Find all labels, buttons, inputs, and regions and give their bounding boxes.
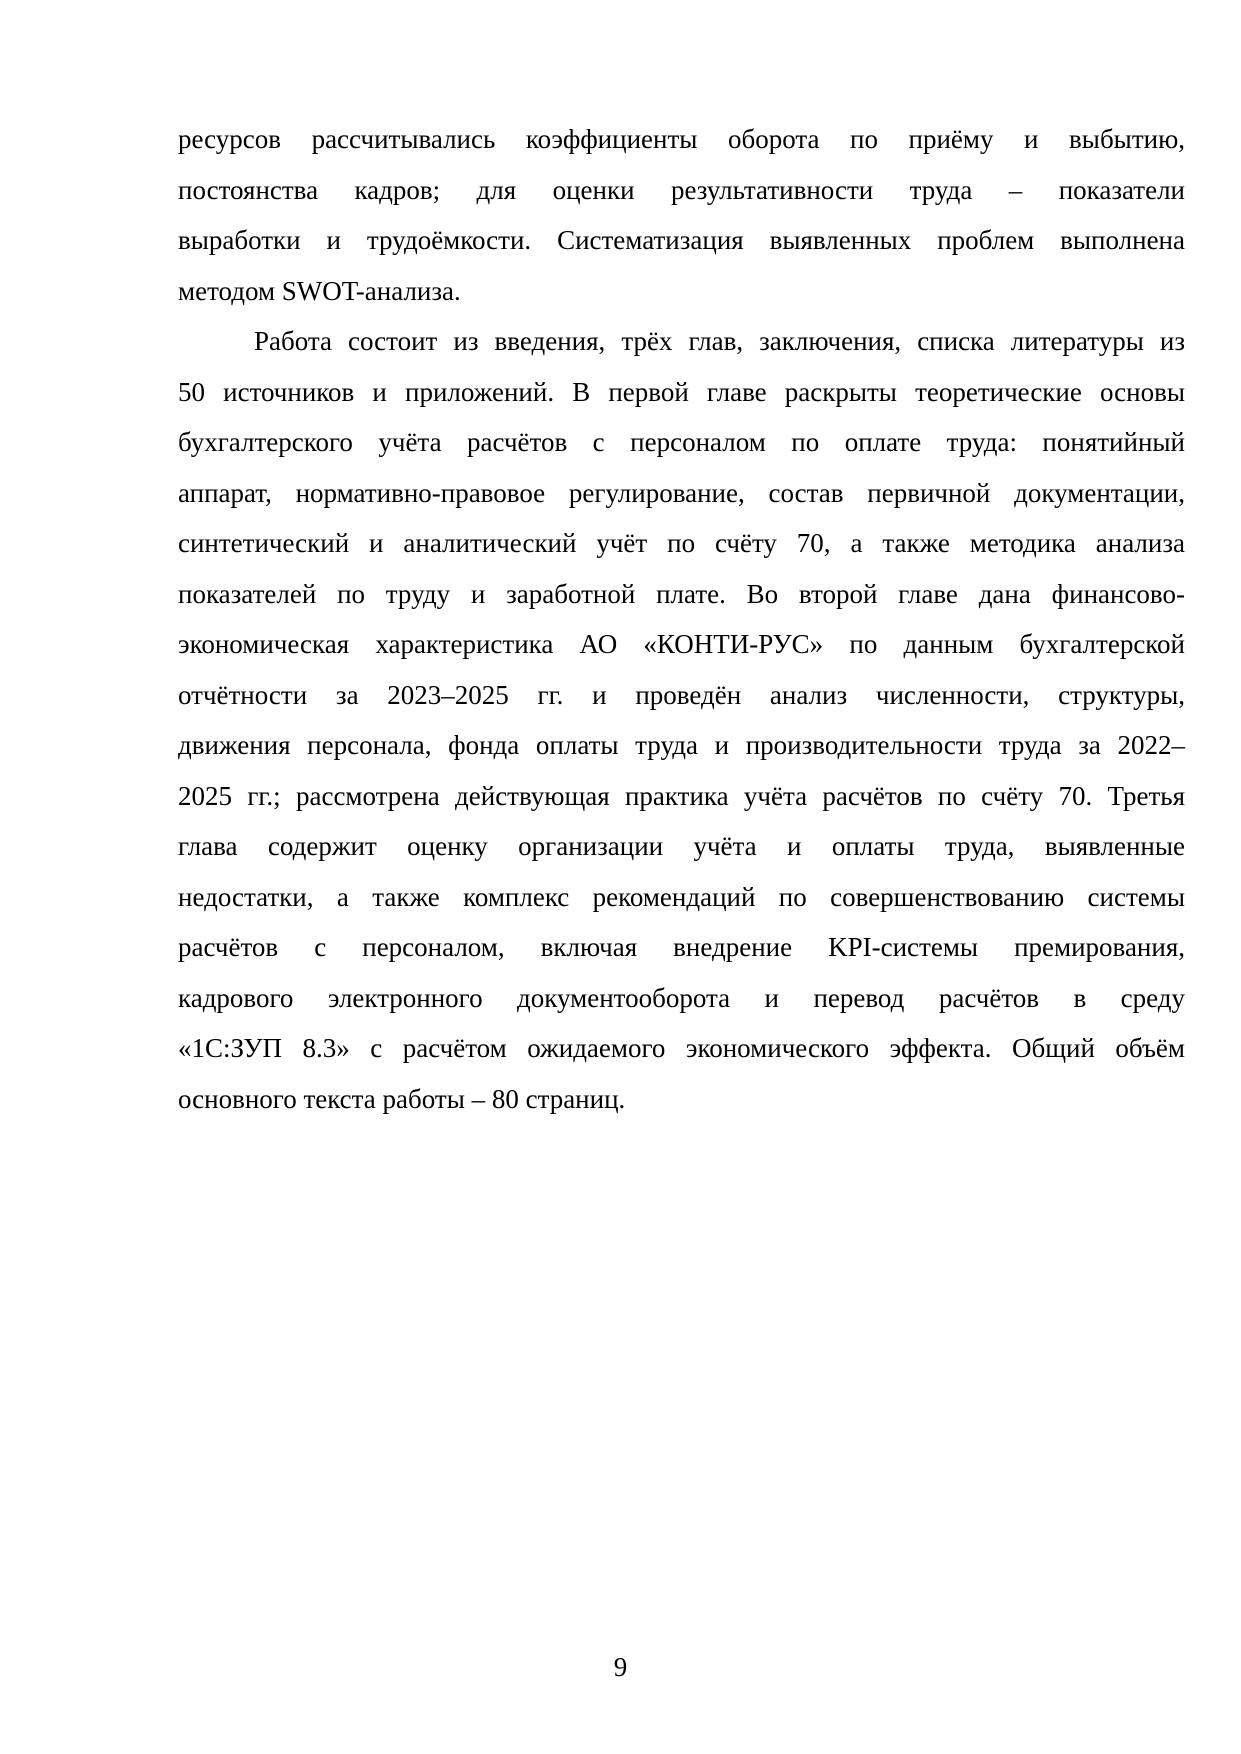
paragraph-methods-end [178,114,1185,316]
text-line: отчётности за 2023–2025 гг. и проведён анализ численности, структуры, [178,679,1185,710]
text-line: недостатки, а также комплекс рекомендаций по совершенствованию системы [178,881,1185,912]
text-line: «1С:ЗУП 8.3» с расчётом ожидаемого экономического эффекта. Общий объём [178,1033,1185,1063]
text-line: 50 источников и приложений. В первой главе раскрыты теоретические основы [178,376,1185,407]
text-line: 2025 гг.; рассмотрена действующая практика учёта расчётов по счёту 70. Третья [178,780,1185,811]
page-number: 9 [613,1652,628,1682]
text-line: расчётов с персоналом, включая внедрение KPI-системы премирования, [178,932,1185,962]
text-line: бухгалтерского учёта расчётов с персоналом по оплате труда: понятийный [178,427,1185,457]
body-text [178,114,1185,1124]
text-line: синтетический и аналитический учёт по счёту 70, а также методика анализа [178,528,1185,558]
paragraph-structure [178,316,1185,1124]
text-line: показателей по труду и заработной плате. Во второй главе дана финансово- [178,578,1185,609]
text-line: выработки и трудоёмкости. Систематизация выявленных проблем выполнена [178,225,1185,255]
text-line: основного текста работы – 80 страниц. [178,1083,626,1114]
text-line: кадрового электронного документооборота и перевод расчётов в среду [178,982,1185,1013]
text-line: глава содержит оценку организации учёта и оплаты труда, выявленные [178,831,1185,861]
text-line: экономическая характеристика АО «КОНТИ-РУС» по данным бухгалтерской [178,629,1185,659]
text-line: Работа состоит из введения, трёх глав, заключения, списка литературы из [254,326,1185,356]
text-line: движения персонала, фонда оплаты труда и производительности труда за 2022– [178,730,1185,760]
text-line: методом SWOT-анализа. [178,275,461,306]
text-line: постоянства кадров; для оценки результативности труда – показатели [178,174,1185,205]
text-line: ресурсов рассчитывались коэффициенты оборота по приёму и выбытию, [178,124,1185,154]
text-line: аппарат, нормативно-правовое регулирование, состав первичной документации, [178,477,1185,508]
